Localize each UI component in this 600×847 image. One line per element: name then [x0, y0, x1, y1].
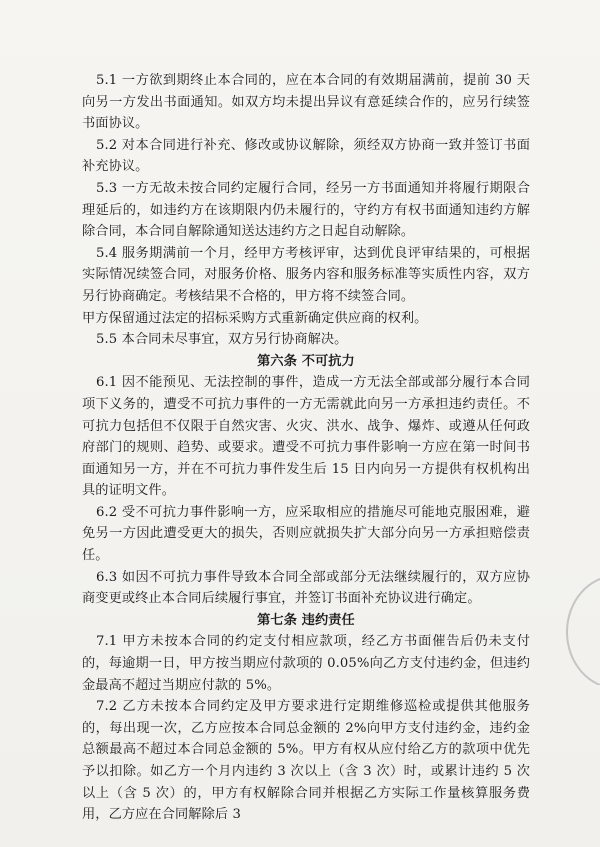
- clause-6-3: 6.3 如因不可抗力事件导致本合同全部或部分无法继续履行的，双方应协商变更或终止本合同后续履行事宜，并签订书面补充协议进行确定。: [82, 569, 530, 607]
- clause-5-2: 5.2 对本合同进行补充、修改或协议解除，须经双方协商一致并签订书面补充协议。: [82, 137, 530, 175]
- clause-5-1: 5.1 一方欲到期终止本合同的，应在本合同的有效期届满前，提前 30 天向另一方发出书面通知。如双方均未提出异议有意延续合作的，应另行续签书面协议。: [82, 73, 530, 132]
- seal-ring: [566, 575, 600, 685]
- clause-5-4-continued: 甲方保留通过法定的招标采购方式重新确定供应商的权利。: [82, 310, 428, 326]
- partial-seal-stamp: [560, 575, 600, 685]
- clause-5-5: 5.5 本合同未尽事宜，双方另行协商解决。: [96, 332, 348, 348]
- clause-5-3: 5.3 一方无故未按合同约定履行合同，经另一方书面通知并将履行期限合理延后的，如违约方在该期限内仍未履行的，守约方有权书面通知违约方解除合同，本合同自解除通知送达违约方之日起自动解除。: [82, 180, 530, 240]
- clause-7-2: 7.2 乙方未按本合同约定及甲方要求进行定期维修巡检或提供其他服务的，每出现一次，乙方应按本合同总金额的 2%向甲方支付违约金，违约金总额最高不超过本合同总金额的 5%。甲方有权从应付给乙方的款项中优先予以扣除。如乙方一个月内违约 3 次以上（含 3 次）时，或累计违约 5 次以上（含 5 次）的，甲方有权解除合同并根据乙方实际工作量核算服务费用，乙方应在合同解除后 3: [82, 699, 530, 823]
- article-6-title: 第六条 不可抗力: [257, 353, 355, 369]
- clause-7-1: 7.1 甲方未按本合同的约定支付相应款项，经乙方书面催告后仍未支付的，每逾期一日，甲方按当期应付款项的 0.05%向乙方支付违约金，但违约金最高不超过当期应付款的 5%。: [82, 634, 530, 693]
- contract-body: [82, 70, 530, 826]
- clause-6-2: 6.2 受不可抗力事件影响一方，应采取相应的措施尽可能地克服困难，避免另一方因此遭受更大的损失，否则应就损失扩大部分向另一方承担赔偿责任。: [82, 504, 530, 564]
- clause-5-4: 5.4 服务期满前一个月，经甲方考核评审，达到优良评审结果的，可根据实际情况续签合同，对服务价格、服务内容和服务标准等实质性内容，双方另行协商确定。考核结果不合格的，甲方将不续签合同。: [82, 245, 530, 304]
- clause-6-1: 6.1 因不能预见、无法控制的事件，造成一方无法全部或部分履行本合同项下义务的，遭受不可抗力事件的一方无需就此向另一方承担违约责任。不可抗力包括但不仅限于自然灾害、火灾、洪水、战争、爆炸、或遵从任何政府部门的规则、趋势、或要求。遭受不可抗力事件影响一方应在第一时间书面通知另一方，并在不可抗力事件发生后 15 日内向另一方提供有权机构出具的证明文件。: [82, 375, 530, 499]
- article-7-title: 第七条 违约责任: [257, 612, 355, 628]
